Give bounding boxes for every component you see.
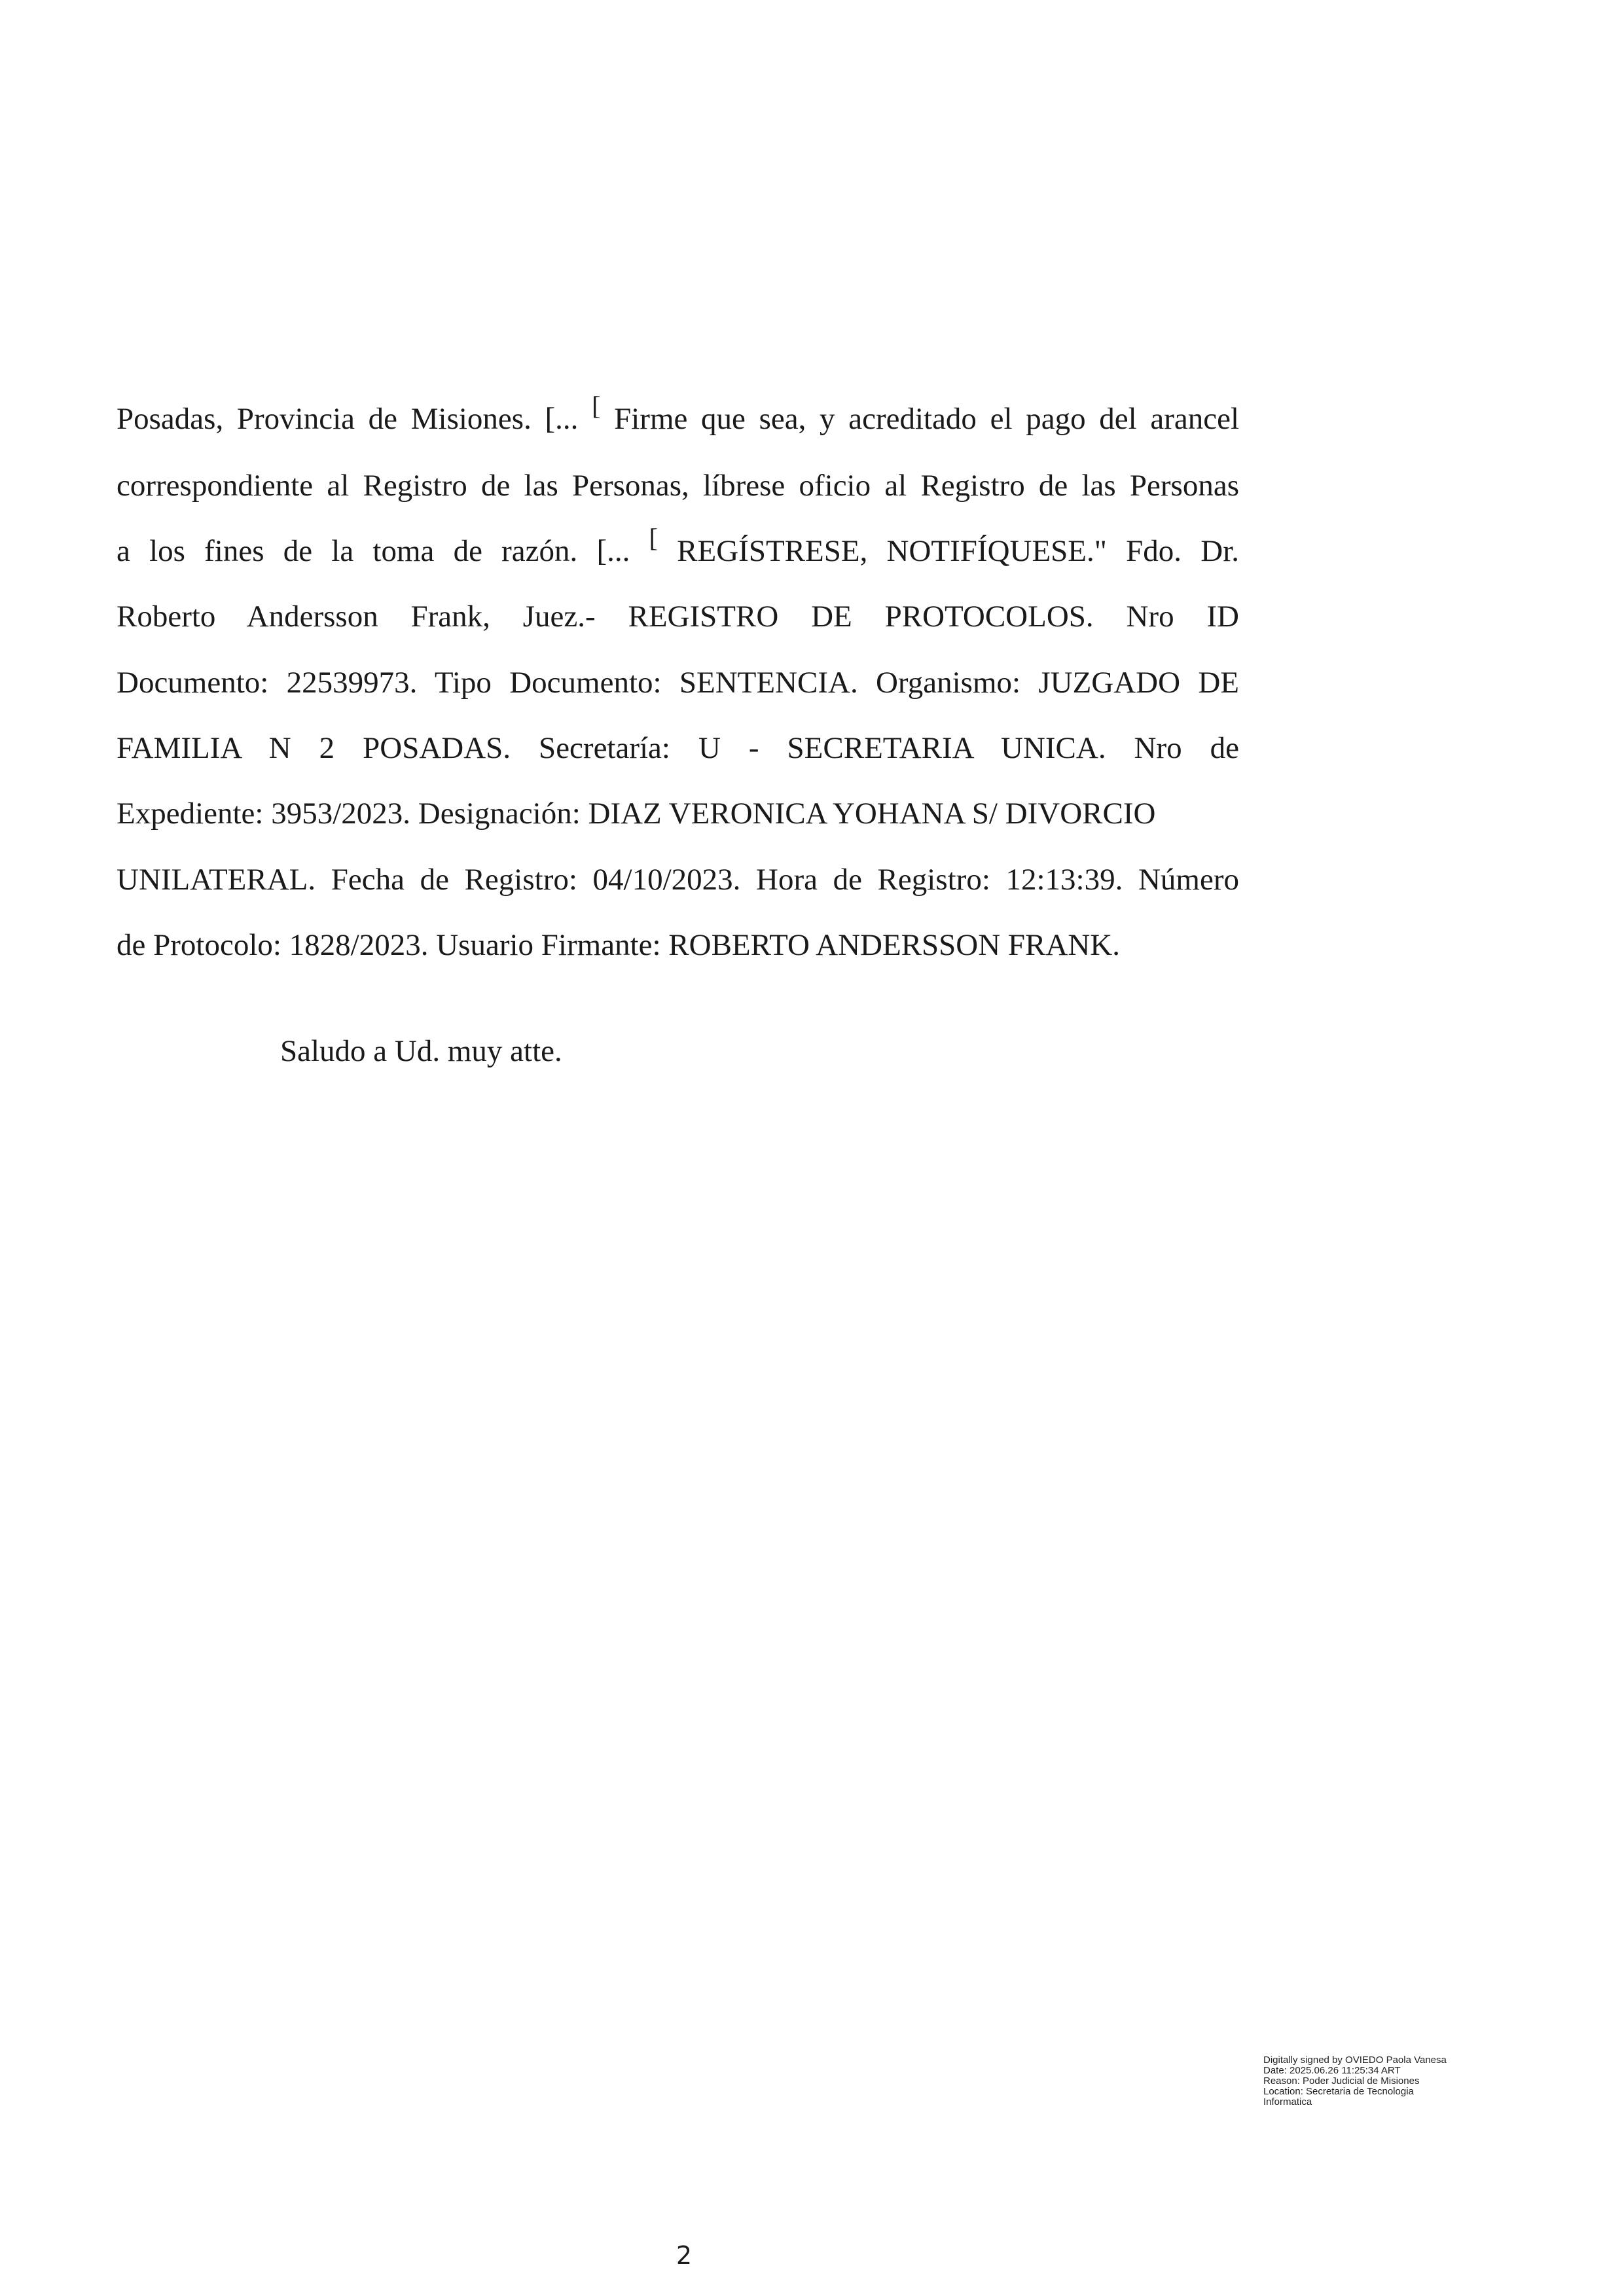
body-line-9: de Protocolo: 1828/2023. Usuario Firmante: ROBERTO ANDERSSON FRANK. [117,928,1120,962]
body-line-5: Documento: 22539973. Tipo Documento: SENTENCIA. Organismo: JUZGADO DE [117,666,1239,700]
line-3-text-after: REGÍSTRESE, NOTIFÍQUESE." Fdo. Dr. [657,534,1240,568]
body-line-3 [117,523,1240,571]
line-3-text-before: a los fines de la toma de razón. [... [117,534,630,568]
page-number: 2 [676,2241,693,2270]
closing-salutation: Saludo a Ud. muy atte. [280,1034,562,1068]
signature-location-cont: Informatica [1263,2096,1312,2108]
body-line-2: correspondiente al Registro de las Personas, líbrese oficio al Registro de las Personas [117,469,1239,503]
signature-reason: Reason: Poder Judicial de Misiones [1263,2075,1420,2087]
line-1-text-before: Posadas, Provincia de Misiones. [... [117,402,579,436]
signature-date: Date: 2025.06.26 11:25:34 ART [1263,2065,1401,2076]
digital-signature-stamp [1263,2055,1447,2108]
body-line-1 [117,391,1240,439]
line-1-text-after: Firme que sea, y acreditado el pago del arancel [600,402,1240,436]
body-line-7: Expediente: 3953/2023. Designación: DIAZ VERONICA YOHANA S/ DIVORCIO [117,797,1156,831]
body-line-6: FAMILIA N 2 POSADAS. Secretaría: U - SECRETARIA UNICA. Nro de [117,731,1239,765]
bracket-mark: [ [592,391,601,420]
signature-location: Location: Secretaria de Tecnologia [1263,2086,1414,2097]
bracket-mark: [ [649,523,658,552]
body-line-8: UNILATERAL. Fecha de Registro: 04/10/2023. Hora de Registro: 12:13:39. Número [117,863,1239,897]
body-line-4: Roberto Andersson Frank, Juez.- REGISTRO DE PROTOCOLOS. Nro ID [117,600,1239,634]
signature-signer: Digitally signed by OVIEDO Paola Vanesa [1263,2054,1447,2066]
